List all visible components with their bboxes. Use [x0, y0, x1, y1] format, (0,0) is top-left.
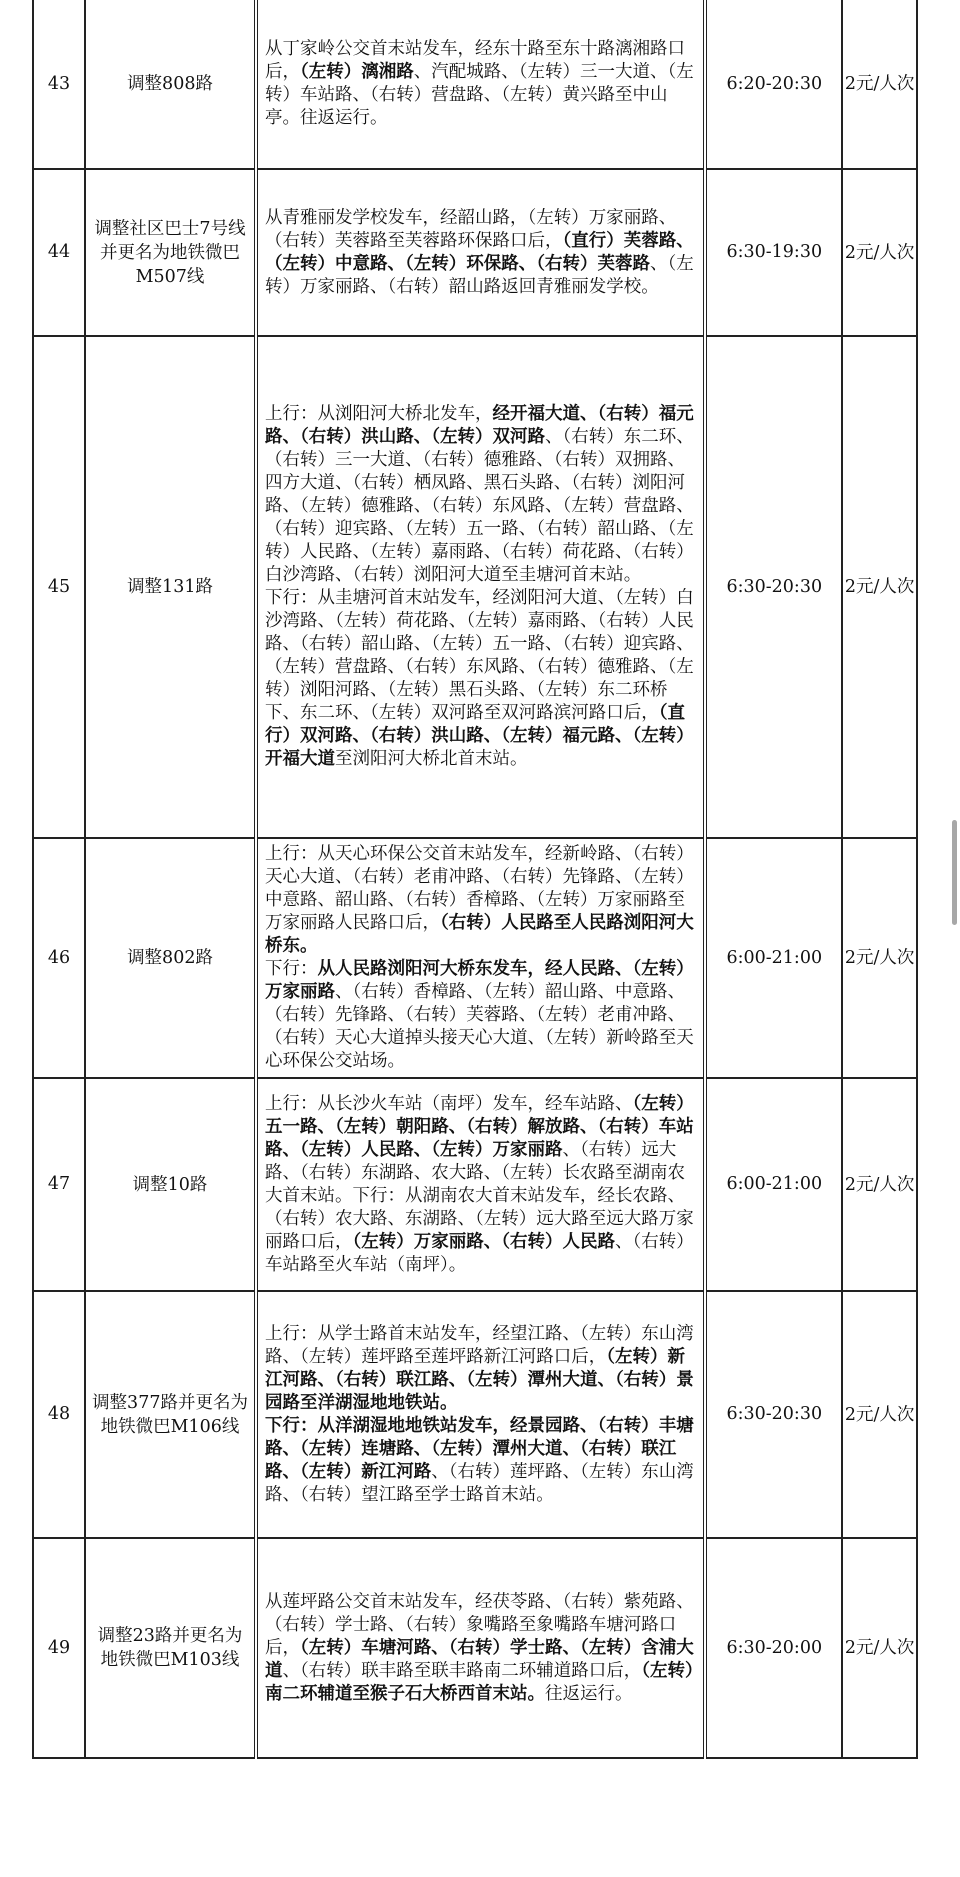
route-segment: 上行：从天心环保公交首末站发车，经新岭路、（右转）天心大道、（右转）老甫冲路、（右转）先锋路、（左转）中意路、韶山路、（右转）香樟路、（左转）万家丽路至万家丽路人民路口后，: [264, 844, 694, 933]
route-paragraph: [265, 1415, 697, 1507]
route-segment-bold: （左转）万家丽路、（右转）人民路: [352, 1231, 615, 1252]
route-segment-bold: （直行）芙蓉路、（左转）中意路、（左转）环保路、（右转）芙蓉路: [264, 230, 694, 274]
route-paragraph: [265, 1323, 697, 1415]
route-description: [256, 838, 705, 1078]
table-row: [33, 1291, 917, 1538]
route-segment: 从青雅丽发学校发车，经韶山路，（左转）万家丽路、（右转）芙蓉路至芙蓉路环保路口后，: [264, 207, 677, 251]
route-segment: 、（左转）万家丽路、（右转）韶山路返回青雅丽发学校。: [264, 253, 694, 297]
table-row: [33, 1538, 917, 1758]
row-number: 47: [33, 1078, 85, 1291]
route-adjustment-table: [32, 0, 918, 1759]
route-description: [256, 169, 705, 336]
route-name: 调整10路: [85, 1078, 256, 1291]
fare: 2元/人次: [842, 838, 917, 1078]
fare: 2元/人次: [842, 0, 917, 169]
table-row: [33, 838, 917, 1078]
route-segment: 、（右转）远大路、（右转）东湖路、农大路、（左转）长农路至湖南农大首末站。下行：从湖南农大首末站发车，经长农路、（右转）农大路、东湖路、（左转）远大路至远大路万家丽路口后，: [264, 1139, 694, 1252]
row-number: 43: [33, 0, 85, 169]
route-segment-bold: （左转）新江河路、（右转）联江路、（左转）潭州大道、（右转）景园路至洋湖湿地地铁站。: [264, 1346, 694, 1413]
fare: 2元/人次: [842, 1078, 917, 1291]
service-hours: 6:20-20:30: [705, 0, 842, 169]
route-name: 调整23路并更名为地铁微巴M103线: [85, 1538, 256, 1758]
route-segment-bold: （左转）南二环辅道至猴子石大桥西首末站。: [264, 1660, 694, 1704]
table-body: [33, 0, 917, 1758]
route-segment: 往返运行。: [544, 1683, 633, 1704]
route-paragraph: [265, 587, 697, 771]
route-paragraph: [265, 1591, 697, 1706]
route-segment-bold: 经开福大道、（右转）福元路、（右转）洪山路、（左转）双河路: [264, 404, 694, 447]
route-segment: 、（右转）东二环、（右转）三一大道、（右转）德雅路、（右转）双拥路、四方大道、（右转）栖凤路、黑石头路、（右转）浏阳河路、（左转）德雅路、（右转）东风路、（左转）营盘路、（右转）迎宾路、（左转）五一路、（右转）韶山路、（左转）人民路、（左转）嘉雨路、（右转）荷花路、（右转）白沙湾路、（右转）浏阳河大道至圭塘河首末站。: [264, 427, 694, 585]
service-hours: 6:30-20:30: [705, 1291, 842, 1538]
route-segment: 上行：从学士路首末站发车，经望江路、（左转）东山湾路、（左转）莲坪路至莲坪路新江河路口后，: [264, 1323, 694, 1367]
fare: 2元/人次: [842, 336, 917, 838]
service-hours: 6:30-20:30: [705, 336, 842, 838]
route-name: 调整802路: [85, 838, 256, 1078]
row-number: 46: [33, 838, 85, 1078]
route-paragraph: [265, 38, 697, 130]
route-segment: 下行：: [264, 959, 318, 979]
route-paragraph: [265, 1093, 697, 1277]
route-segment: 下行：从圭塘河首末站发车，经浏阳河大道、（左转）白沙湾路、（左转）荷花路、（左转）嘉雨路、（右转）人民路、（右转）韶山路、（左转）五一路、（右转）迎宾路、（左转）营盘路、（右转）东风路、（右转）德雅路、（左转）浏阳河路、（左转）黑石头路、（左转）东二环桥下、东二环、（左转）双河路至双河路滨河路口后，: [264, 588, 694, 723]
route-description: [256, 1291, 705, 1538]
route-paragraph: [265, 958, 697, 1073]
route-segment: 、（右转）联丰路至联丰路南二环辅道路口后，: [282, 1660, 642, 1681]
service-hours: 6:30-20:00: [705, 1538, 842, 1758]
route-segment: 、（右转）香樟路、（左转）韶山路、中意路、（右转）先锋路、（右转）芙蓉路、（左转）老甫冲路、（右转）天心大道掉头接天心大道、（左转）新岭路至天心环保公交站场。: [264, 982, 694, 1071]
route-segment: 至浏阳河大桥北首末站。: [334, 749, 528, 769]
table-row: [33, 0, 917, 169]
route-segment-bold: 从人民路浏阳河大桥东发车，经人民路、（左转）万家丽路: [264, 959, 694, 1002]
table-row: [33, 336, 917, 838]
route-segment: 、（右转）莲坪路、（左转）东山湾路、（右转）望江路至学士路首末站。: [264, 1461, 694, 1505]
row-number: 48: [33, 1291, 85, 1538]
route-segment-bold: （左转）五一路、（左转）朝阳路、（右转）解放路、（右转）车站路、（左转）人民路、（左转）万家丽路: [264, 1093, 694, 1160]
row-number: 45: [33, 336, 85, 838]
route-name: 调整808路: [85, 0, 256, 169]
scrollbar-thumb[interactable]: [952, 820, 957, 925]
route-description: [256, 0, 705, 169]
route-segment-bold: （左转）漓湘路: [299, 62, 414, 82]
fare: 2元/人次: [842, 1538, 917, 1758]
route-paragraph: [265, 403, 697, 587]
route-name: 调整社区巴士7号线并更名为地铁微巴M507线: [85, 169, 256, 336]
route-segment: 从丁家岭公交首末站发车，经东十路至东十路漓湘路口后，: [264, 39, 685, 82]
route-segment: 从莲坪路公交首末站发车，经茯苓路、（右转）紫苑路、（右转）学士路、（右转）象嘴路至象嘴路车塘河路口后，: [264, 1591, 694, 1658]
service-hours: 6:00-21:00: [705, 838, 842, 1078]
route-name: 调整377路并更名为地铁微巴M106线: [85, 1291, 256, 1538]
route-segment: 、汽配城路、（左转）三一大道、（左转）车站路、（右转）营盘路、（左转）黄兴路至中山亭。往返运行。: [264, 62, 694, 128]
route-segment-bold: （右转）人民路至人民路浏阳河大桥东。: [264, 913, 694, 956]
route-segment: 上行：从长沙火车站（南坪）发车，经车站路、: [264, 1093, 633, 1114]
service-hours: 6:30-19:30: [705, 169, 842, 336]
route-paragraph: [265, 843, 697, 958]
route-segment-bold: （左转）车塘河路、（右转）学士路、（左转）含浦大道: [264, 1637, 694, 1681]
route-description: [256, 1078, 705, 1291]
table-row: [33, 1078, 917, 1291]
route-description: [256, 336, 705, 838]
row-number: 44: [33, 169, 85, 336]
route-segment: 上行：从浏阳河大桥北发车，: [264, 404, 493, 424]
table-row: [33, 169, 917, 336]
route-segment-bold: 下行：从洋湖湿地地铁站发车，经景园路、（右转）丰塘路、（左转）连塘路、（左转）潭州大道、（右转）联江路、（左转）新江河路: [264, 1415, 694, 1482]
row-number: 49: [33, 1538, 85, 1758]
fare: 2元/人次: [842, 169, 917, 336]
route-description: [256, 1538, 705, 1758]
route-paragraph: [265, 207, 697, 299]
route-segment: 、（右转）车站路至火车站（南坪）。: [264, 1231, 694, 1275]
fare: 2元/人次: [842, 1291, 917, 1538]
route-name: 调整131路: [85, 336, 256, 838]
route-segment-bold: （直行）双河路、（右转）洪山路、（左转）福元路、（左转）开福大道: [264, 703, 694, 769]
service-hours: 6:00-21:00: [705, 1078, 842, 1291]
